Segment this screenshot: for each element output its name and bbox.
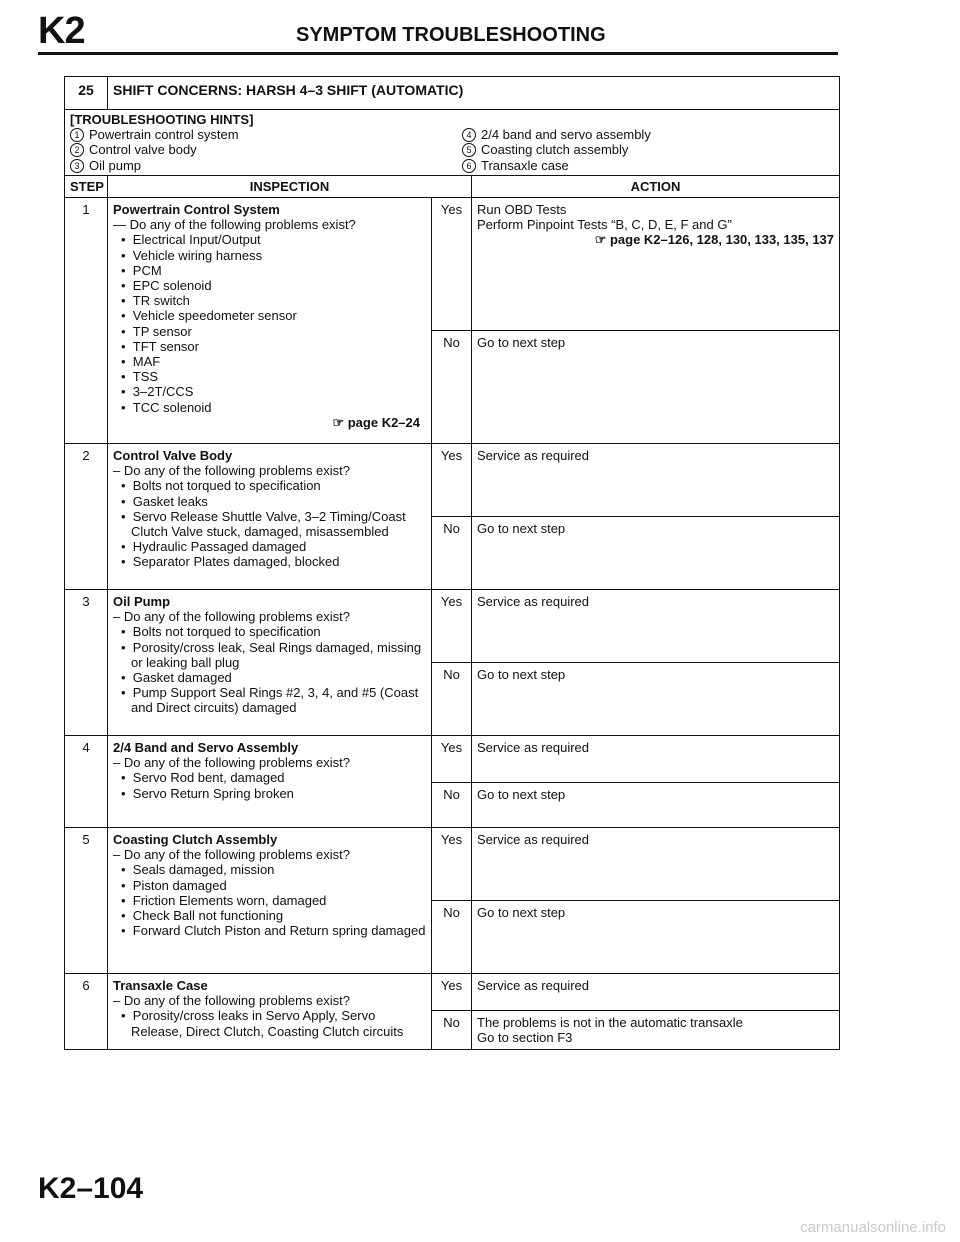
inspection-question: – Do any of the following problems exist? bbox=[113, 463, 351, 479]
hint-item bbox=[70, 158, 442, 173]
page-reference: ☞ page K2–24 bbox=[332, 414, 420, 430]
hint-text: Control valve body bbox=[89, 142, 197, 158]
inspection-bullet: • MAF bbox=[121, 354, 161, 370]
page-number: K2–104 bbox=[38, 1172, 144, 1205]
inspection-question: – Do any of the following problems exist? bbox=[113, 847, 351, 863]
circled-number: 2 bbox=[70, 143, 84, 157]
step-row-yes bbox=[65, 198, 840, 331]
inspection-cell bbox=[108, 736, 432, 828]
action-line: Go to next step bbox=[477, 667, 566, 683]
troubleshooting-table bbox=[64, 76, 840, 1050]
answer-yes: Yes bbox=[432, 590, 472, 663]
column-header-step: STEP bbox=[65, 175, 108, 197]
answer-no: No bbox=[432, 783, 472, 828]
inspection-question: – Do any of the following problems exist? bbox=[113, 609, 351, 625]
inspection-bullet: • Check Ball not functioning bbox=[121, 908, 284, 924]
step-row-yes bbox=[65, 736, 840, 783]
inspection-bullet: • Vehicle wiring harness bbox=[121, 247, 263, 263]
inspection-title: Oil Pump bbox=[113, 594, 171, 610]
step-row-yes bbox=[65, 590, 840, 663]
hint-text: 2/4 band and servo assembly bbox=[481, 127, 651, 143]
hint-item bbox=[70, 127, 442, 142]
circled-number: 3 bbox=[70, 159, 84, 173]
step-number: 3 bbox=[65, 590, 108, 736]
inspection-cell bbox=[108, 444, 432, 590]
column-header-action: ACTION bbox=[472, 175, 840, 197]
inspection-cell bbox=[108, 590, 432, 736]
inspection-question: – Do any of the following problems exist? bbox=[113, 755, 351, 771]
hints-grid bbox=[70, 127, 834, 173]
inspection-bullet: • EPC solenoid bbox=[121, 278, 212, 294]
answer-no: No bbox=[432, 663, 472, 736]
inspection-title: Control Valve Body bbox=[113, 448, 233, 464]
circled-number: 4 bbox=[462, 128, 476, 142]
action-line: Service as required bbox=[477, 448, 589, 464]
step-number: 1 bbox=[65, 198, 108, 444]
step-row-yes bbox=[65, 444, 840, 517]
hint-text: Transaxle case bbox=[481, 157, 569, 173]
hint-item bbox=[462, 158, 834, 173]
answer-yes: Yes bbox=[432, 444, 472, 517]
step-number: 4 bbox=[65, 736, 108, 828]
action-no bbox=[472, 663, 840, 736]
answer-no: No bbox=[432, 331, 472, 444]
inspection-bullet: • Porosity/cross leak, Seal Rings damaged, missing or leaking ball plug bbox=[121, 639, 422, 670]
action-yes bbox=[472, 198, 840, 331]
inspection-cell bbox=[108, 198, 432, 444]
inspection-bullet: • Vehicle speedometer sensor bbox=[121, 308, 297, 324]
inspection-bullet: • TSS bbox=[121, 369, 159, 385]
step-number: 2 bbox=[65, 444, 108, 590]
inspection-bullet: • TCC solenoid bbox=[121, 399, 212, 415]
hints-title: [TROUBLESHOOTING HINTS] bbox=[70, 112, 254, 127]
action-line: Go to next step bbox=[477, 521, 566, 537]
page-title: SYMPTOM TROUBLESHOOTING bbox=[296, 24, 606, 46]
watermark: carmanualsonline.info bbox=[800, 1219, 946, 1236]
header-rule bbox=[38, 52, 838, 55]
action-no bbox=[472, 783, 840, 828]
action-no bbox=[472, 517, 840, 590]
action-line: The problems is not in the automatic transaxle bbox=[477, 1015, 743, 1031]
circled-number: 1 bbox=[70, 128, 84, 142]
answer-yes: Yes bbox=[432, 736, 472, 783]
action-line: Go to next step bbox=[477, 787, 566, 803]
action-line: Service as required bbox=[477, 978, 589, 994]
inspection-bullet: • Porosity/cross leaks in Servo Apply, Servo Release, Direct Clutch, Coasting Clutch circuits bbox=[121, 1008, 404, 1039]
step-number: 5 bbox=[65, 828, 108, 974]
inspection-title: 2/4 Band and Servo Assembly bbox=[113, 740, 299, 756]
inspection-bullet: • TFT sensor bbox=[121, 338, 199, 354]
action-yes bbox=[472, 974, 840, 1011]
answer-yes: Yes bbox=[432, 198, 472, 331]
action-line: Go to next step bbox=[477, 335, 566, 351]
inspection-title: Powertrain Control System bbox=[113, 202, 280, 218]
answer-yes: Yes bbox=[432, 974, 472, 1011]
action-line: Service as required bbox=[477, 594, 589, 610]
hint-text: Oil pump bbox=[89, 157, 142, 173]
action-yes bbox=[472, 736, 840, 783]
inspection-bullet: • Separator Plates damaged, blocked bbox=[121, 554, 340, 570]
answer-no: No bbox=[432, 1011, 472, 1050]
inspection-bullet: • Bolts not torqued to specification bbox=[121, 624, 321, 640]
inspection-bullet: • Servo Release Shuttle Valve, 3–2 Timing/Coast Clutch Valve stuck, damaged, misassembled bbox=[121, 508, 406, 540]
inspection-title: Coasting Clutch Assembly bbox=[113, 832, 278, 848]
hint-item bbox=[462, 142, 834, 157]
inspection-bullet: • 3–2T/CCS bbox=[121, 384, 194, 400]
inspection-bullet: • Gasket damaged bbox=[121, 670, 232, 686]
inspection-bullet: • Forward Clutch Piston and Return spring damaged bbox=[121, 923, 426, 939]
action-yes bbox=[472, 828, 840, 901]
circled-number: 6 bbox=[462, 159, 476, 173]
inspection-bullet: • Servo Return Spring broken bbox=[121, 785, 294, 801]
hints-column-right bbox=[442, 127, 834, 173]
inspection-bullet: • Pump Support Seal Rings #2, 3, 4, and #5 (Coast and Direct circuits) damaged bbox=[121, 685, 419, 716]
action-line: Service as required bbox=[477, 740, 589, 756]
section-title: SHIFT CONCERNS: HARSH 4–3 SHIFT (AUTOMATIC) bbox=[108, 77, 840, 110]
inspection-bullet: • Electrical Input/Output bbox=[121, 232, 261, 248]
inspection-bullet: • Friction Elements worn, damaged bbox=[121, 892, 327, 908]
inspection-bullet: • TP sensor bbox=[121, 323, 192, 339]
hint-item bbox=[462, 127, 834, 142]
step-row-yes bbox=[65, 828, 840, 901]
action-line: Service as required bbox=[477, 832, 589, 848]
inspection-cell bbox=[108, 828, 432, 974]
action-line: Go to section F3 bbox=[477, 1030, 573, 1046]
action-yes bbox=[472, 444, 840, 517]
step-row-yes bbox=[65, 974, 840, 1011]
action-no bbox=[472, 331, 840, 444]
hints-cell bbox=[65, 110, 840, 176]
inspection-cell bbox=[108, 974, 432, 1050]
inspection-bullet: • Seals damaged, mission bbox=[121, 862, 275, 878]
inspection-question: – Do any of the following problems exist? bbox=[113, 993, 351, 1009]
inspection-bullet: • Bolts not torqued to specification bbox=[121, 478, 321, 494]
action-yes bbox=[472, 590, 840, 663]
answer-no: No bbox=[432, 517, 472, 590]
step-number: 6 bbox=[65, 974, 108, 1050]
hint-text: Coasting clutch assembly bbox=[481, 142, 629, 158]
answer-yes: Yes bbox=[432, 828, 472, 901]
section-number: 25 bbox=[65, 77, 108, 110]
section-title-row bbox=[65, 77, 840, 110]
column-header-row bbox=[65, 175, 840, 197]
hint-item bbox=[70, 142, 442, 157]
hints-column-left bbox=[70, 127, 442, 173]
action-line: Run OBD Tests bbox=[477, 202, 567, 218]
inspection-bullet: • TR switch bbox=[121, 293, 190, 309]
action-line: Perform Pinpoint Tests “B, C, D, E, F and G” bbox=[477, 217, 732, 233]
inspection-bullet: • PCM bbox=[121, 262, 162, 278]
circled-number: 5 bbox=[462, 143, 476, 157]
action-page-reference: ☞ page K2–126, 128, 130, 133, 135, 137 bbox=[594, 232, 835, 248]
section-code: K2 bbox=[38, 10, 85, 52]
action-no bbox=[472, 1011, 840, 1050]
inspection-bullet: • Servo Rod bent, damaged bbox=[121, 770, 285, 786]
inspection-bullet: • Piston damaged bbox=[121, 877, 227, 893]
inspection-bullet: • Gasket leaks bbox=[121, 493, 208, 509]
action-line: Go to next step bbox=[477, 905, 566, 921]
inspection-title: Transaxle Case bbox=[113, 978, 208, 994]
hint-text: Powertrain control system bbox=[89, 127, 239, 143]
inspection-question: — Do any of the following problems exist? bbox=[113, 217, 356, 233]
action-no bbox=[472, 901, 840, 974]
hints-row bbox=[65, 110, 840, 176]
inspection-bullet: • Hydraulic Passaged damaged bbox=[121, 539, 307, 555]
answer-no: No bbox=[432, 901, 472, 974]
column-header-inspection: INSPECTION bbox=[108, 175, 472, 197]
